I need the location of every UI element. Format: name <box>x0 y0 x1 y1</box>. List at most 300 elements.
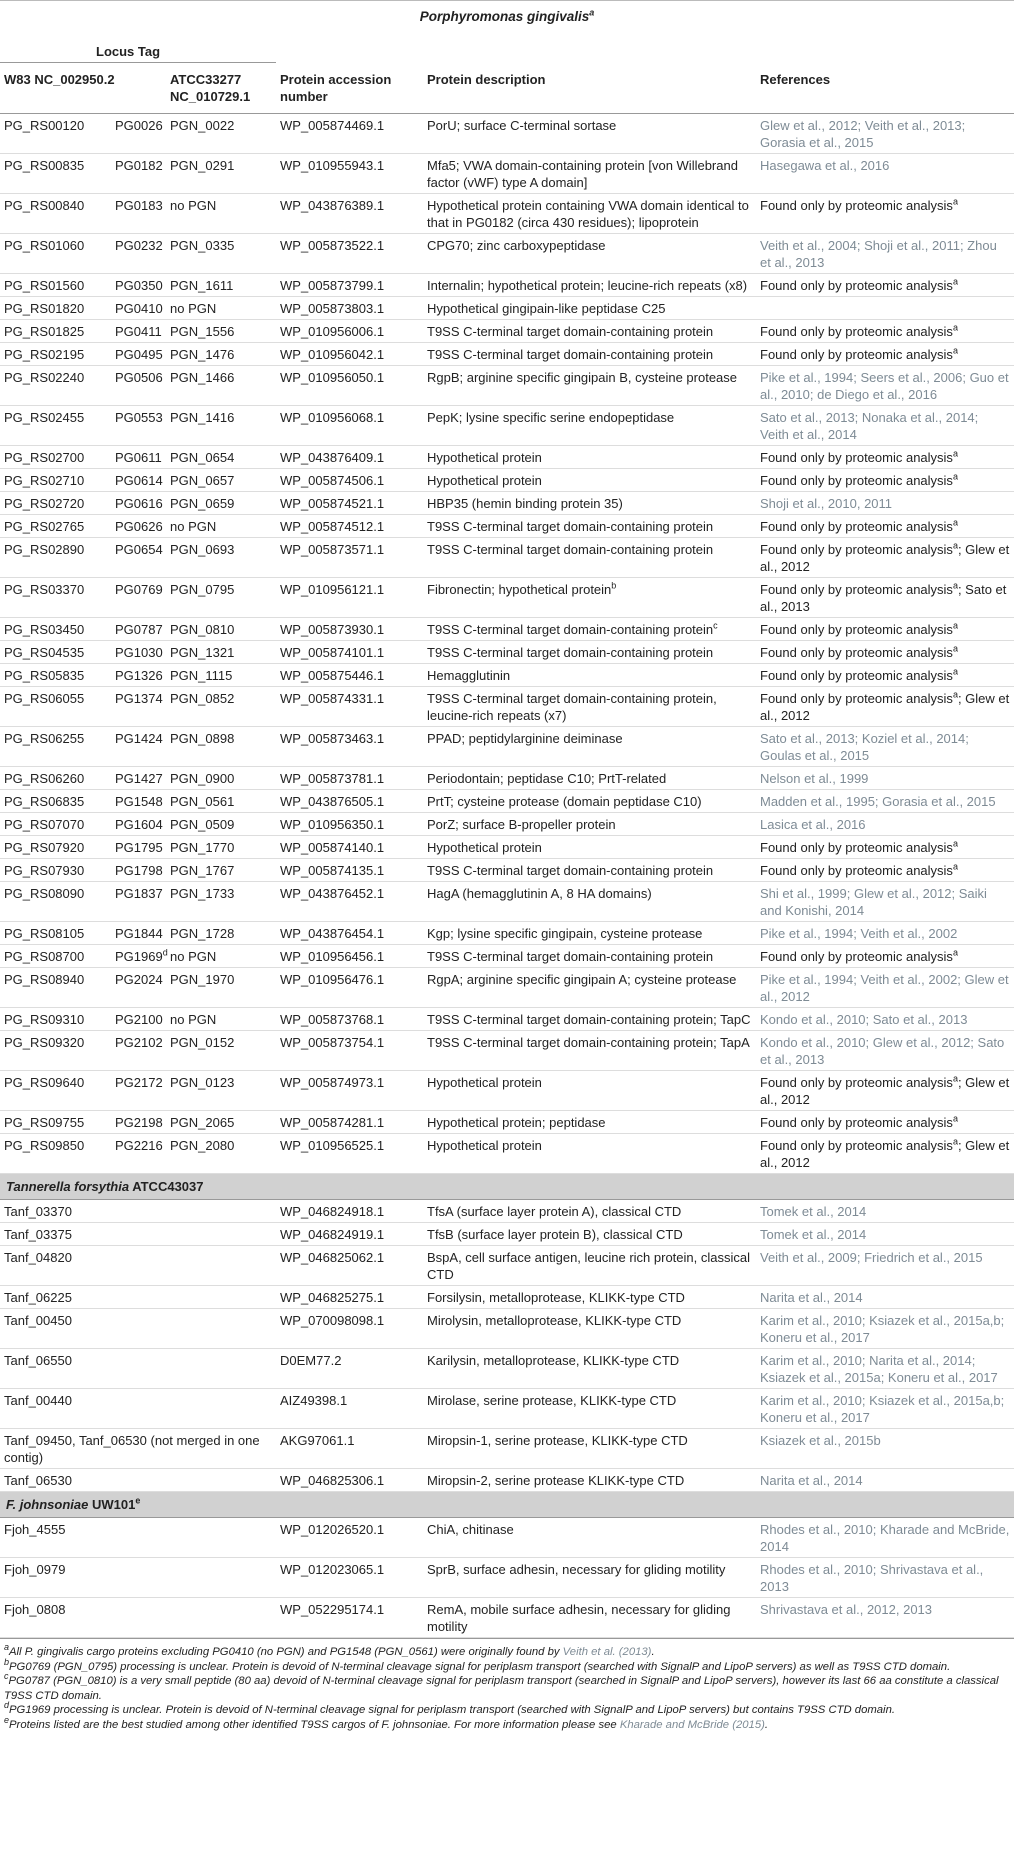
footnote-mark: a <box>952 517 958 528</box>
w83-locus: PG_RS06255 <box>0 727 111 767</box>
atcc-locus: PGN_1970 <box>166 968 276 1008</box>
accession-number: AIZ49398.1 <box>276 1389 423 1429</box>
atcc-locus: PGN_0152 <box>166 1031 276 1071</box>
atcc-locus: PGN_0654 <box>166 446 276 469</box>
table-row <box>0 882 1014 922</box>
accession-number: WP_005875446.1 <box>276 664 423 687</box>
footnote-mark: a <box>952 1073 958 1084</box>
protein-description: T9SS C-terminal target domain-containing protein <box>423 859 756 882</box>
protein-description: T9SS C-terminal target domain-containing protein; TapC <box>423 1008 756 1031</box>
pg-number: PG1844 <box>111 922 166 945</box>
pg-number: PG0506 <box>111 366 166 406</box>
footnote-mark: d <box>162 947 168 958</box>
table-row <box>0 297 1014 320</box>
table-row <box>0 194 1014 234</box>
footnote-mark: a <box>952 838 958 849</box>
accession-number: WP_005873803.1 <box>276 297 423 320</box>
references-cell: Found only by proteomic analysis$^a$; Glew et al., 2012 <box>756 1134 1014 1174</box>
atcc-locus: PGN_2080 <box>166 1134 276 1174</box>
references-cell: Found only by proteomic analysis$^a$ <box>756 320 1014 343</box>
table-row <box>0 469 1014 492</box>
footnote: $^a$All P. gingivalis cargo proteins excluding PG0410 (no PGN) and PG1548 (PGN_0561) were originally found by Veith et al. (2013). <box>4 1642 655 1658</box>
accession-number: WP_046825062.1 <box>276 1246 423 1286</box>
references-cell: Tomek et al., 2014 <box>756 1223 1014 1246</box>
pg-number: PG1795 <box>111 836 166 859</box>
atcc-locus: PGN_0335 <box>166 234 276 274</box>
w83-locus: PG_RS01825 <box>0 320 111 343</box>
accession-number: WP_046824919.1 <box>276 1223 423 1246</box>
fj-rows <box>0 1518 1014 1638</box>
accession-header: Protein accession number <box>276 63 423 114</box>
protein-description: T9SS C-terminal target domain-containing protein, leucine-rich repeats (x7) <box>423 687 756 727</box>
accession-number: AKG97061.1 <box>276 1429 423 1469</box>
references-cell: Hasegawa et al., 2016 <box>756 154 1014 194</box>
table-row <box>0 1111 1014 1134</box>
footnote: $^d$PG1969 processing is unclear. Protein is devoid of N-terminal cleavage signal for periplasm transport (searched with SignalP and LipoP servers) but contains T9SS CTD domain. <box>4 1700 895 1717</box>
table-row <box>0 1598 1014 1638</box>
atcc-locus: PGN_1770 <box>166 836 276 859</box>
atcc-locus: PGN_0291 <box>166 154 276 194</box>
table-row <box>0 1031 1014 1071</box>
pg-number: PG2216 <box>111 1134 166 1174</box>
locus-tag: Tanf_06225 <box>0 1286 276 1309</box>
references-cell: Rhodes et al., 2010; Shrivastava et al., 2013 <box>756 1558 1014 1598</box>
table-row <box>0 618 1014 641</box>
locus-tag: Tanf_09450, Tanf_06530 (not merged in one contig) <box>0 1429 276 1469</box>
pg-number: PG2172 <box>111 1071 166 1111</box>
table-row <box>0 1286 1014 1309</box>
w83-locus: PG_RS07070 <box>0 813 111 836</box>
protein-description: T9SS C-terminal target domain-containing protein <box>423 320 756 343</box>
footnote-mark: a <box>952 643 958 654</box>
table-row <box>0 767 1014 790</box>
w83-locus: PG_RS02890 <box>0 538 111 578</box>
references-cell: Sato et al., 2013; Koziel et al., 2014; Goulas et al., 2015 <box>756 727 1014 767</box>
footnote-mark: d <box>4 1700 10 1711</box>
locus-tag: Tanf_04820 <box>0 1246 276 1286</box>
protein-description: PorU; surface C-terminal sortase <box>423 114 756 154</box>
protein-description: T9SS C-terminal target domain-containing protein <box>423 538 756 578</box>
pg-number: PG1424 <box>111 727 166 767</box>
w83-locus: PG_RS02455 <box>0 406 111 446</box>
footnote-mark: a <box>952 540 958 551</box>
table-row <box>0 790 1014 813</box>
footnote-mark: a <box>952 196 958 207</box>
accession-number: WP_005874140.1 <box>276 836 423 859</box>
references-cell: Ksiazek et al., 2015b <box>756 1429 1014 1469</box>
w83-header: W83 NC_002950.2 <box>0 63 166 114</box>
atcc-locus: PGN_0659 <box>166 492 276 515</box>
locus-tag: Tanf_00440 <box>0 1389 276 1429</box>
protein-description: T9SS C-terminal target domain-containing protein <box>423 343 756 366</box>
table-row <box>0 1309 1014 1349</box>
atcc-locus: no PGN <box>166 297 276 320</box>
accession-number: WP_043876505.1 <box>276 790 423 813</box>
w83-locus: PG_RS02195 <box>0 343 111 366</box>
pg-number: PG1604 <box>111 813 166 836</box>
table-row <box>0 446 1014 469</box>
locus-tag: Fjoh_0979 <box>0 1558 276 1598</box>
w83-locus: PG_RS01560 <box>0 274 111 297</box>
accession-number: WP_005874281.1 <box>276 1111 423 1134</box>
references-cell: Found only by proteomic analysis$^a$; Sato et al., 2013 <box>756 578 1014 618</box>
footnote-mark: a <box>952 620 958 631</box>
table-row <box>0 366 1014 406</box>
fj-section-header: F. johnsoniae UW101e <box>0 1492 1014 1518</box>
atcc-locus: no PGN <box>166 515 276 538</box>
w83-locus: PG_RS06835 <box>0 790 111 813</box>
w83-locus: PG_RS09850 <box>0 1134 111 1174</box>
atcc-locus: PGN_1767 <box>166 859 276 882</box>
atcc-locus: PGN_0795 <box>166 578 276 618</box>
accession-number: WP_010956050.1 <box>276 366 423 406</box>
references-cell: Found only by proteomic analysis$^a$ <box>756 664 1014 687</box>
locus-tag: Tanf_06550 <box>0 1349 276 1389</box>
table-row <box>0 1558 1014 1598</box>
table-row <box>0 234 1014 274</box>
footnote-mark: a <box>952 1113 958 1124</box>
accession-number: WP_046825275.1 <box>276 1286 423 1309</box>
protein-description: Mirolase, serine protease, KLIKK-type CTD <box>423 1389 756 1429</box>
references-cell: Madden et al., 1995; Gorasia et al., 2015 <box>756 790 1014 813</box>
pg-number: PG0026 <box>111 114 166 154</box>
footnote-mark: b <box>611 580 617 591</box>
protein-description: Periodontain; peptidase C10; PrtT-related <box>423 767 756 790</box>
references-cell: Rhodes et al., 2010; Kharade and McBride, 2014 <box>756 1518 1014 1558</box>
w83-locus: PG_RS00840 <box>0 194 111 234</box>
pg-number: PG1798 <box>111 859 166 882</box>
pg-number: PG2198 <box>111 1111 166 1134</box>
table-row <box>0 538 1014 578</box>
table-row <box>0 859 1014 882</box>
references-cell: Found only by proteomic analysis$^a$ <box>756 945 1014 968</box>
footnote: $^c$PG0787 (PGN_0810) is a very small peptide (80 aa) devoid of N-terminal cleavage signal for periplasm transport (searched in SignalP and LipoP servers), however its last 66 aa constitute a classical T9SS CTD domain. <box>4 1671 999 1702</box>
footnote-mark: a <box>952 666 958 677</box>
accession-number: WP_070098098.1 <box>276 1309 423 1349</box>
references-cell: Found only by proteomic analysis$^a$; Glew et al., 2012 <box>756 1071 1014 1111</box>
tf-section-header: Tannerella forsythia ATCC43037 <box>0 1174 1014 1200</box>
accession-number: WP_005874101.1 <box>276 641 423 664</box>
accession-number: WP_005874331.1 <box>276 687 423 727</box>
atcc-locus: PGN_1728 <box>166 922 276 945</box>
references-cell <box>756 297 1014 320</box>
references-cell: Pike et al., 1994; Veith et al., 2002; Glew et al., 2012 <box>756 968 1014 1008</box>
references-cell: Shi et al., 1999; Glew et al., 2012; Saiki and Konishi, 2014 <box>756 882 1014 922</box>
protein-description: HagA (hemagglutinin A, 8 HA domains) <box>423 882 756 922</box>
pg-number: PG0495 <box>111 343 166 366</box>
w83-locus: PG_RS02710 <box>0 469 111 492</box>
protein-description: T9SS C-terminal target domain-containing protein; TapA <box>423 1031 756 1071</box>
references-cell: Narita et al., 2014 <box>756 1286 1014 1309</box>
atcc-locus: PGN_1556 <box>166 320 276 343</box>
w83-locus: PG_RS02765 <box>0 515 111 538</box>
references-cell: Found only by proteomic analysis$^a$ <box>756 274 1014 297</box>
protein-description: Fibronectin; hypothetical protein$^b$ <box>423 578 756 618</box>
footnote-mark: a <box>952 689 958 700</box>
table-row <box>0 1518 1014 1558</box>
accession-number: WP_043876452.1 <box>276 882 423 922</box>
accession-number: WP_046825306.1 <box>276 1469 423 1492</box>
accession-number: WP_005873463.1 <box>276 727 423 767</box>
references-cell: Glew et al., 2012; Veith et al., 2013; Gorasia et al., 2015 <box>756 114 1014 154</box>
atcc-locus: PGN_1611 <box>166 274 276 297</box>
atcc-header: ATCC33277 NC_010729.1 <box>166 63 276 114</box>
protein-description: TfsB (surface layer protein B), classical CTD <box>423 1223 756 1246</box>
table-row <box>0 1389 1014 1429</box>
table-row <box>0 578 1014 618</box>
atcc-locus: PGN_1416 <box>166 406 276 446</box>
w83-locus: PG_RS09640 <box>0 1071 111 1111</box>
footnote-mark: e <box>4 1715 10 1726</box>
table-row <box>0 320 1014 343</box>
accession-number: WP_005873768.1 <box>276 1008 423 1031</box>
pg-number: PG0350 <box>111 274 166 297</box>
references-cell: Found only by proteomic analysis$^a$ <box>756 515 1014 538</box>
table-row <box>0 1071 1014 1111</box>
table-row <box>0 1223 1014 1246</box>
footnote-mark: a <box>952 861 958 872</box>
protein-description: Miropsin-2, serine protease KLIKK-type CTD <box>423 1469 756 1492</box>
table-row <box>0 1134 1014 1174</box>
w83-locus: PG_RS01060 <box>0 234 111 274</box>
accession-number: WP_005874506.1 <box>276 469 423 492</box>
protein-description: Miropsin-1, serine protease, KLIKK-type CTD <box>423 1429 756 1469</box>
references-cell: Pike et al., 1994; Veith et al., 2002 <box>756 922 1014 945</box>
w83-locus: PG_RS08090 <box>0 882 111 922</box>
protein-description: T9SS C-terminal target domain-containing protein <box>423 641 756 664</box>
locus-tag: Tanf_00450 <box>0 1309 276 1349</box>
accession-number: WP_005874469.1 <box>276 114 423 154</box>
accession-number: WP_005873781.1 <box>276 767 423 790</box>
footnote-mark: a <box>952 448 958 459</box>
w83-locus: PG_RS03370 <box>0 578 111 618</box>
pg-number: PG0626 <box>111 515 166 538</box>
accession-number: WP_052295174.1 <box>276 1598 423 1638</box>
references-header: References <box>756 63 1014 114</box>
references-cell: Found only by proteomic analysis$^a$ <box>756 446 1014 469</box>
protein-description: BspA, cell surface antigen, leucine rich protein, classical CTD <box>423 1246 756 1286</box>
footnote-mark: c <box>713 620 718 631</box>
table-row <box>0 1008 1014 1031</box>
protein-description: PorZ; surface B-propeller protein <box>423 813 756 836</box>
accession-number: WP_005874135.1 <box>276 859 423 882</box>
accession-number: WP_010956006.1 <box>276 320 423 343</box>
pg-number: PG2024 <box>111 968 166 1008</box>
references-cell: Narita et al., 2014 <box>756 1469 1014 1492</box>
atcc-locus: PGN_0123 <box>166 1071 276 1111</box>
references-cell: Found only by proteomic analysis$^a$ <box>756 469 1014 492</box>
accession-number: WP_010956525.1 <box>276 1134 423 1174</box>
pg-rows <box>0 114 1014 1174</box>
accession-number: WP_005874521.1 <box>276 492 423 515</box>
pg-number: PG0611 <box>111 446 166 469</box>
table-row <box>0 1200 1014 1223</box>
atcc-locus: PGN_0852 <box>166 687 276 727</box>
references-cell: Found only by proteomic analysis$^a$; Glew et al., 2012 <box>756 687 1014 727</box>
references-cell: Found only by proteomic analysis$^a$ <box>756 1111 1014 1134</box>
protein-description: SprB, surface adhesin, necessary for gliding motility <box>423 1558 756 1598</box>
w83-locus: PG_RS04535 <box>0 641 111 664</box>
w83-locus: PG_RS01820 <box>0 297 111 320</box>
atcc-locus: PGN_1476 <box>166 343 276 366</box>
protein-description: Mirolysin, metalloprotease, KLIKK-type CTD <box>423 1309 756 1349</box>
accession-number: WP_010956042.1 <box>276 343 423 366</box>
locus-tag: Tanf_06530 <box>0 1469 276 1492</box>
w83-locus: PG_RS08105 <box>0 922 111 945</box>
pg-number: PG0183 <box>111 194 166 234</box>
w83-locus: PG_RS09310 <box>0 1008 111 1031</box>
w83-locus: PG_RS05835 <box>0 664 111 687</box>
references-cell: Found only by proteomic analysis$^a$ <box>756 194 1014 234</box>
w83-locus: PG_RS02720 <box>0 492 111 515</box>
protein-description: PPAD; peptidylarginine deiminase <box>423 727 756 767</box>
pg-number: PG0182 <box>111 154 166 194</box>
description-header: Protein description <box>423 63 756 114</box>
pg-number: PG1548 <box>111 790 166 813</box>
references-cell: Veith et al., 2004; Shoji et al., 2011; Zhou et al., 2013 <box>756 234 1014 274</box>
references-cell: Found only by proteomic analysis$^a$ <box>756 641 1014 664</box>
protein-description: Hemagglutinin <box>423 664 756 687</box>
protein-description: ChiA, chitinase <box>423 1518 756 1558</box>
pg-number: PG1969$^d$ <box>111 945 166 968</box>
protein-description: Hypothetical protein <box>423 446 756 469</box>
footnotes <box>0 1638 1014 1733</box>
pg-number: PG0769 <box>111 578 166 618</box>
protein-description: TfsA (surface layer protein A), classical CTD <box>423 1200 756 1223</box>
pg-number: PG0232 <box>111 234 166 274</box>
w83-locus: PG_RS00835 <box>0 154 111 194</box>
footnote-mark: a <box>952 1136 958 1147</box>
table-row <box>0 492 1014 515</box>
table-row <box>0 687 1014 727</box>
protein-description: CPG70; zinc carboxypeptidase <box>423 234 756 274</box>
pg-number: PG0553 <box>111 406 166 446</box>
accession-number: WP_005873754.1 <box>276 1031 423 1071</box>
accession-number: WP_043876389.1 <box>276 194 423 234</box>
protein-description: Karilysin, metalloprotease, KLIKK-type CTD <box>423 1349 756 1389</box>
w83-locus: PG_RS09320 <box>0 1031 111 1071</box>
table-row <box>0 406 1014 446</box>
atcc-locus: PGN_1115 <box>166 664 276 687</box>
footnote-mark: a <box>952 471 958 482</box>
references-cell: Found only by proteomic analysis$^a$ <box>756 859 1014 882</box>
footnote: $^e$Proteins listed are the best studied among other identified T9SS cargos of F. johnsoniae. For more information please see Kharade and McBride (2015). <box>4 1715 769 1731</box>
atcc-locus: no PGN <box>166 1008 276 1031</box>
protein-description: Hypothetical protein <box>423 836 756 859</box>
table-row <box>0 1469 1014 1492</box>
accession-number: WP_010955943.1 <box>276 154 423 194</box>
references-cell: Found only by proteomic analysis$^a$; Glew et al., 2012 <box>756 538 1014 578</box>
atcc-locus: PGN_0657 <box>166 469 276 492</box>
protein-description: HBP35 (hemin binding protein 35) <box>423 492 756 515</box>
references-cell: Shrivastava et al., 2012, 2013 <box>756 1598 1014 1638</box>
atcc-locus: PGN_1321 <box>166 641 276 664</box>
pg-number: PG1837 <box>111 882 166 922</box>
footnote-mark: a <box>952 580 958 591</box>
table-row <box>0 274 1014 297</box>
table-row <box>0 114 1014 154</box>
protein-description: Hypothetical protein <box>423 469 756 492</box>
w83-locus: PG_RS06055 <box>0 687 111 727</box>
references-cell: Kondo et al., 2010; Sato et al., 2013 <box>756 1008 1014 1031</box>
pg-number: PG0614 <box>111 469 166 492</box>
pg-number: PG1326 <box>111 664 166 687</box>
atcc-locus: no PGN <box>166 945 276 968</box>
atcc-locus: PGN_0693 <box>166 538 276 578</box>
footnote-mark: a <box>952 947 958 958</box>
table-row <box>0 968 1014 1008</box>
pg-number: PG0787 <box>111 618 166 641</box>
protein-description: RgpB; arginine specific gingipain B, cysteine protease <box>423 366 756 406</box>
w83-locus: PG_RS02700 <box>0 446 111 469</box>
references-cell: Pike et al., 1994; Seers et al., 2006; Guo et al., 2010; de Diego et al., 2016 <box>756 366 1014 406</box>
pg-number: PG1374 <box>111 687 166 727</box>
table-row <box>0 1429 1014 1469</box>
accession-number: WP_005873930.1 <box>276 618 423 641</box>
protein-description: T9SS C-terminal target domain-containing protein <box>423 515 756 538</box>
locus-tag: Tanf_03370 <box>0 1200 276 1223</box>
w83-locus: PG_RS06260 <box>0 767 111 790</box>
footnote-reference-link[interactable]: Kharade and McBride (2015) <box>619 1718 765 1731</box>
protein-description: T9SS C-terminal target domain-containing protein$^c$ <box>423 618 756 641</box>
accession-number: WP_010956350.1 <box>276 813 423 836</box>
table-row <box>0 1349 1014 1389</box>
table-title: Porphyromonas gingivalis$^a$ <box>0 1 1014 34</box>
references-cell: Tomek et al., 2014 <box>756 1200 1014 1223</box>
protein-description: Forsilysin, metalloprotease, KLIKK-type CTD <box>423 1286 756 1309</box>
accession-number: WP_005873799.1 <box>276 274 423 297</box>
accession-number: WP_010956121.1 <box>276 578 423 618</box>
accession-number: WP_046824918.1 <box>276 1200 423 1223</box>
pg-number: PG0654 <box>111 538 166 578</box>
table-row <box>0 813 1014 836</box>
table-row <box>0 945 1014 968</box>
atcc-locus: PGN_0810 <box>166 618 276 641</box>
footnote-reference-link[interactable]: Veith et al. (2013) <box>562 1646 652 1658</box>
protein-description: Internalin; hypothetical protein; leucine-rich repeats (x8) <box>423 274 756 297</box>
tf-rows <box>0 1200 1014 1492</box>
pg-number: PG1030 <box>111 641 166 664</box>
accession-number: WP_043876454.1 <box>276 922 423 945</box>
table-row <box>0 727 1014 767</box>
atcc-locus: no PGN <box>166 194 276 234</box>
footnote-mark: c <box>4 1671 9 1682</box>
references-cell: Karim et al., 2010; Ksiazek et al., 2015a,b; Koneru et al., 2017 <box>756 1389 1014 1429</box>
table-row <box>0 922 1014 945</box>
footnote-mark: a <box>4 1642 10 1653</box>
references-cell: Shoji et al., 2010, 2011 <box>756 492 1014 515</box>
w83-locus: PG_RS08700 <box>0 945 111 968</box>
w83-locus: PG_RS07930 <box>0 859 111 882</box>
locus-tag-header: Locus Tag <box>96 44 161 59</box>
atcc-locus: PGN_1466 <box>166 366 276 406</box>
w83-locus: PG_RS00120 <box>0 114 111 154</box>
references-cell: Nelson et al., 1999 <box>756 767 1014 790</box>
references-cell: Found only by proteomic analysis$^a$ <box>756 343 1014 366</box>
table-row <box>0 641 1014 664</box>
pg-number: PG0411 <box>111 320 166 343</box>
w83-locus: PG_RS03450 <box>0 618 111 641</box>
atcc-locus: PGN_2065 <box>166 1111 276 1134</box>
protein-description: Hypothetical gingipain-like peptidase C25 <box>423 297 756 320</box>
protein-description: Hypothetical protein containing VWA domain identical to that in PG0182 (circa 430 residues); lipoprotein <box>423 194 756 234</box>
locus-tag: Tanf_03375 <box>0 1223 276 1246</box>
atcc-locus: PGN_0898 <box>166 727 276 767</box>
references-cell: Karim et al., 2010; Narita et al., 2014; Ksiazek et al., 2015a; Koneru et al., 2017 <box>756 1349 1014 1389</box>
w83-locus: PG_RS08940 <box>0 968 111 1008</box>
pg-number: PG2100 <box>111 1008 166 1031</box>
accession-number: WP_005874512.1 <box>276 515 423 538</box>
